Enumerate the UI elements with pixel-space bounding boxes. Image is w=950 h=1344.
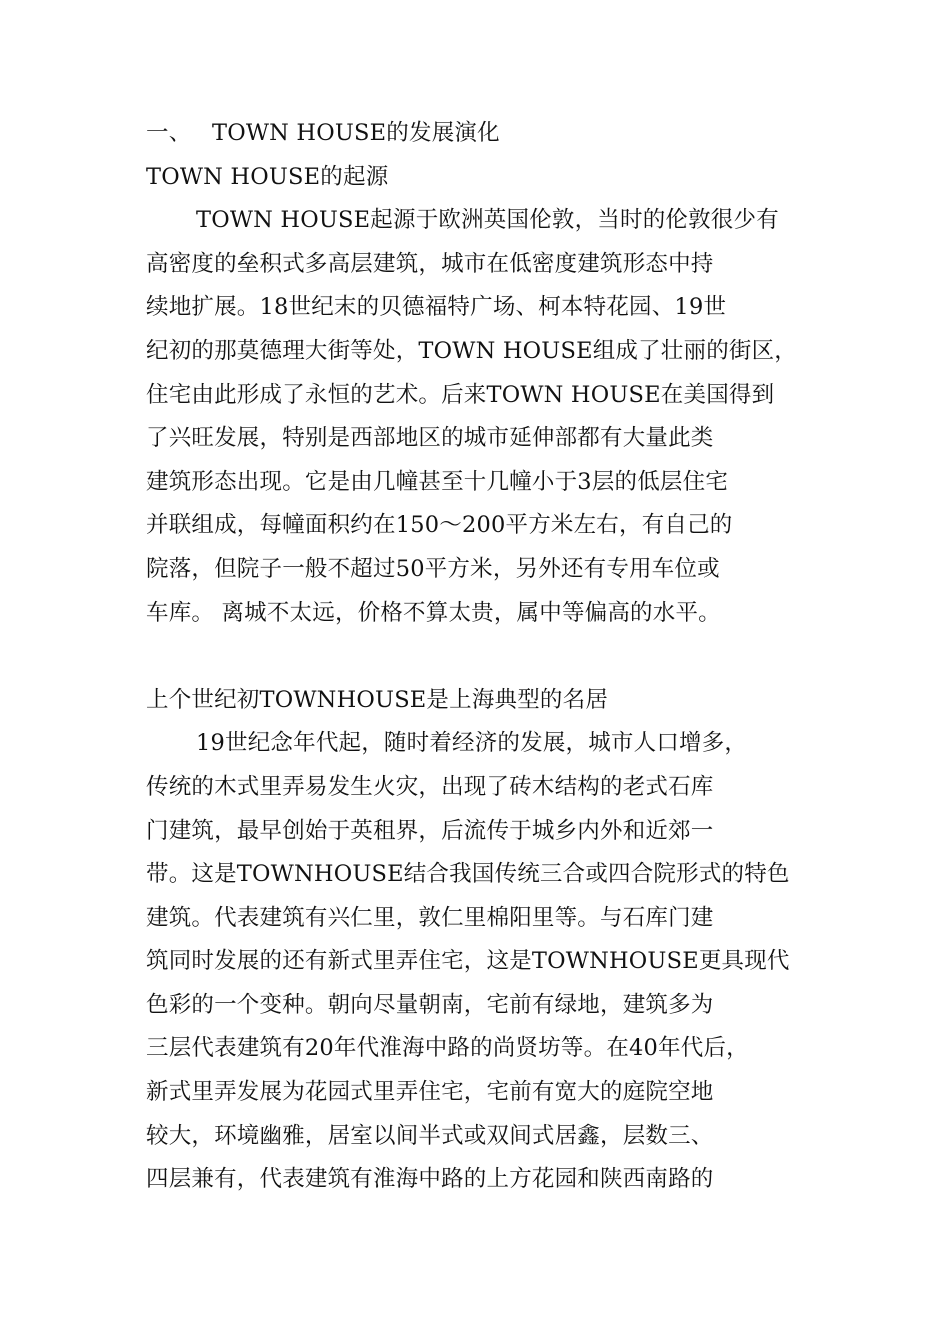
subheading-origin: TOWN HOUSE的起源 <box>146 163 389 190</box>
document-body <box>146 112 846 1202</box>
paragraph-origin <box>146 199 846 635</box>
paragraph-line: 纪初的那莫德理大街等处，TOWN HOUSE组成了壮丽的街区， <box>146 337 797 364</box>
paragraph-line: 三层代表建筑有20年代淮海中路的尚贤坊等。在40年代后， <box>146 1035 749 1062</box>
paragraph-line: 车库。 离城不太远，价格不算太贵，属中等偏高的水平。 <box>146 599 721 626</box>
paragraph-line: 了兴旺发展，特别是西部地区的城市延伸部都有大量此类 <box>146 425 714 452</box>
paragraph-spacer <box>146 635 846 679</box>
section-title: TOWN HOUSE的发展演化 <box>212 120 500 146</box>
paragraph-line: 传统的木式里弄易发生火灾，出现了砖木结构的老式石库 <box>146 773 714 800</box>
paragraph-line: 较大，环境幽雅，居室以间半式或双间式居鑫，层数三、 <box>146 1122 714 1149</box>
paragraph-line: 带。这是TOWNHOUSE结合我国传统三合或四合院形式的特色 <box>146 861 790 888</box>
paragraph-line: 筑同时发展的还有新式里弄住宅，这是TOWNHOUSE更具现代 <box>146 948 790 975</box>
paragraph-line: 四层兼有，代表建筑有淮海中路的上方花园和陕西南路的 <box>146 1166 714 1193</box>
subheading-shanghai: 上个世纪初TOWNHOUSE是上海典型的名居 <box>146 686 609 713</box>
section-number: 一、 <box>146 120 192 146</box>
paragraph-line: 门建筑，最早创始于英租界，后流传于城乡内外和近郊一 <box>146 817 714 844</box>
paragraph-line: 建筑形态出现。它是由几幢甚至十几幢小于3层的低层住宅 <box>146 468 729 495</box>
paragraph-line: 住宅由此形成了永恒的艺术。后来TOWN HOUSE在美国得到 <box>146 381 775 408</box>
section-heading <box>146 112 846 156</box>
paragraph-line: 新式里弄发展为花园式里弄住宅，宅前有宽大的庭院空地 <box>146 1079 714 1106</box>
paragraph-line: TOWN HOUSE起源于欧洲英国伦敦，当时的伦敦很少有 <box>196 207 779 234</box>
paragraph-line: 并联组成，每幢面积约在150～200平方米左右，有自己的 <box>146 512 733 539</box>
paragraph-line: 续地扩展。18世纪末的贝德福特广场、柯本特花园、19世 <box>146 294 727 321</box>
paragraph-line: 19世纪念年代起，随时着经济的发展，城市人口增多， <box>196 730 748 757</box>
paragraph-shanghai <box>146 722 846 1202</box>
paragraph-line: 高密度的垒积式多高层建筑，城市在低密度建筑形态中持 <box>146 250 714 277</box>
paragraph-line: 院落，但院子一般不超过50平方米，另外还有专用车位或 <box>146 555 720 582</box>
paragraph-line: 建筑。代表建筑有兴仁里，敦仁里棉阳里等。与石库门建 <box>146 904 714 931</box>
paragraph-line: 色彩的一个变种。朝向尽量朝南，宅前有绿地，建筑多为 <box>146 991 714 1018</box>
